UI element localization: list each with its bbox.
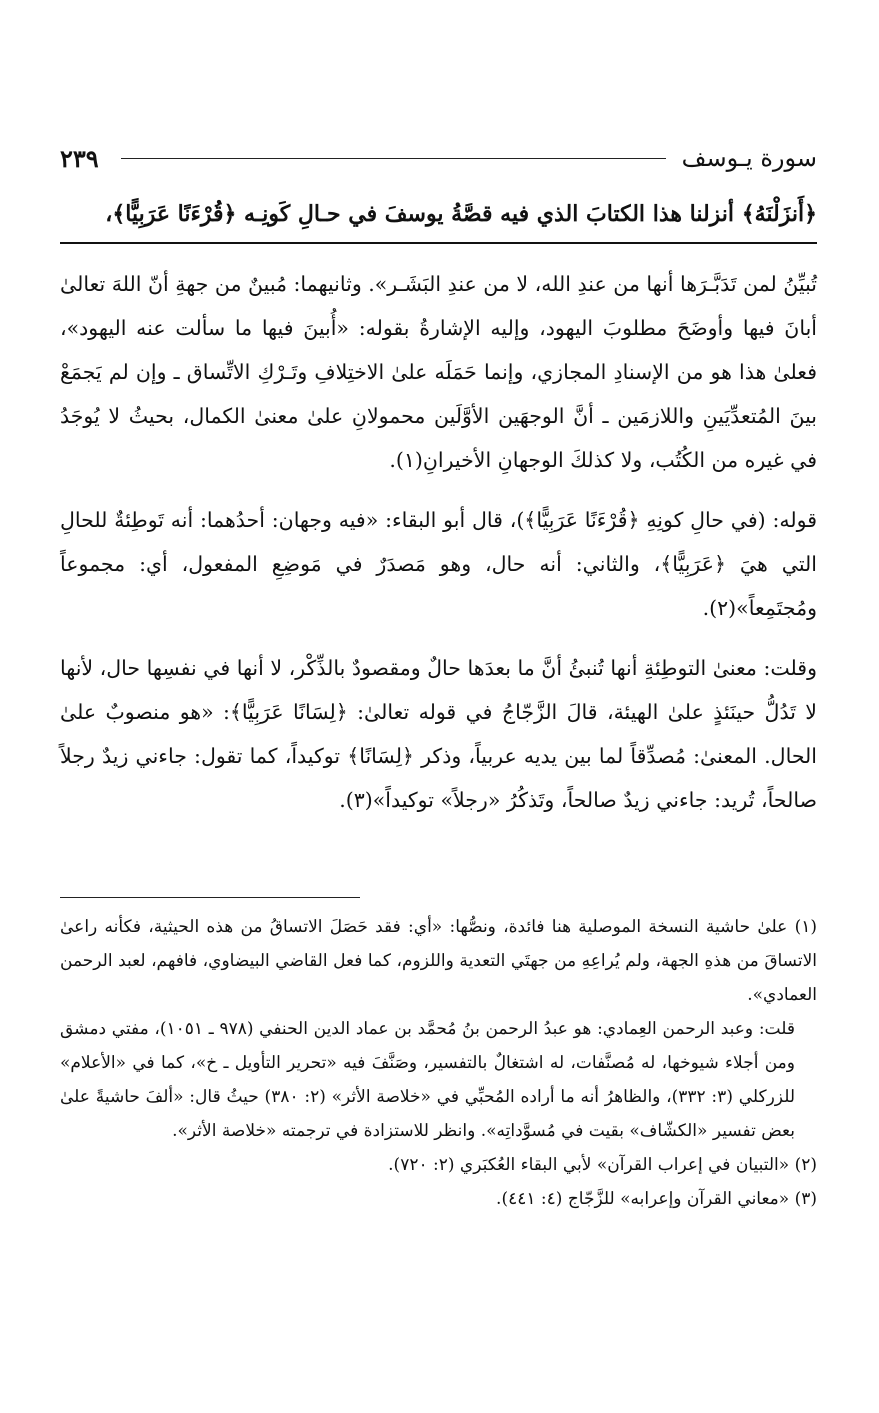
paragraph: قوله: (في حالِ كونِهِ ﴿قُرْءَنًا عَرَبِيًّا﴾)، قال أبو البقاء: «فيه وجهان: أحدُهما: أنه تَوطِئةٌ للحالِ التي هيَ ﴿عَرَبِيًّا﴾، والثاني: أنه حال، وهو مَصدَرٌ في مَوضِعِ المفعول، أي: مجموعاً ومُجتَمِعاً»(٢).: [60, 508, 817, 620]
main-text: [60, 262, 817, 838]
verse-heading: ﴿أَنزَلْنَهُ﴾ أنزلنا هذا الكتابَ الذي فيه قصَّةُ يوسفَ في حـالِ كَونِـه ﴿قُرْءَنًا عَرَبِيًّا﴾،: [105, 201, 817, 227]
footnote-rule: [60, 897, 360, 898]
surah-title: سورة يـوسف: [681, 144, 817, 172]
paragraph: وقلت: معنىٰ التوطِئةِ أنها تُنبئُ أنَّ ما بعدَها حالٌ ومقصودٌ بالذِّكْر، لا أنها في نفسِها حال، لأنها لا تَدُلُّ حينَئذٍ علىٰ الهيئة، قالَ الزَّجّاجُ في قوله تعالىٰ: ﴿لِسَانًا عَرَبِيًّا﴾: «هو منصوبٌ علىٰ الحال. المعنىٰ: مُصدِّقاً لما بين يديه عربياً، وذكر ﴿لِسَانًا﴾ توكيداً، كما تقول: جاءني زيدٌ رجلاً صالحاً، تُريد: جاءني زيدٌ صالحاً، وتَذكُرُ «رجلاً» توكيداً»(٣).: [60, 656, 817, 812]
header-rule: [121, 158, 666, 159]
running-header: [60, 138, 817, 178]
book-page: [60, 0, 817, 1413]
footnotes: [60, 910, 817, 1216]
page-number: ٢٣٩: [60, 143, 99, 173]
paragraph: تُبيِّنُ لمن تَدَبَّـرَها أنها من عندِ الله، لا من عندِ البَشَـر». وثانيهما: مُبينٌ من جهةِ أنّ اللهَ تعالىٰ أبانَ فيها وأوضَحَ مطلوبَ اليهود، وإليه الإشارةُ بقوله: «أُبينَ فيها ما سألت عنه اليهود»، فعلىٰ هذا هو من الإسنادِ المجازي، وإنما حَمَلَه علىٰ الاختِلافِ وتَـرْكِ الاتِّساق ـ وإن لم يَجمَعْ بينَ المُتعدِّيَينِ واللازمَين ـ أنَّ الوجهَين الأوَّلَين محمولانِ علىٰ معنىٰ الكمال، بحيثُ لا يُوجَدُ في غيره من الكُتُب، ولا كذلكَ الوجهانِ الأخيرانِ(١).: [60, 272, 817, 472]
footnote: (٢) «التبيان في إعراب القرآن» لأبي البقاء العُكبَري (٢: ٧٢٠).: [388, 1155, 817, 1175]
footnote-continuation: قلت: وعبد الرحمن العِمادي: هو عبدُ الرحمن بنُ مُحمَّد بن عماد الدين الحنفي (٩٧٨ ـ ١٠٥١)، مفتي دمشق ومن أجلاء شيوخها، له مُصنَّفات، له اشتغالٌ بالتفسير، وصَنَّفَ فيه «تحرير التأويل ـ خ»، كما في «الأعلام» للزركلي (٣: ٣٣٢)، والظاهرُ أنه ما أراده المُحبِّي في «خلاصة الأثر» (٢: ٣٨٠) حيثُ قال: «ألفَ حاشيةً علىٰ بعض تفسير «الكشّاف» بقيت في مُسوَّداتِه». وانظر للاستزادة في ترجمته «خلاصة الأثر».: [60, 1019, 795, 1141]
heading-rule: [60, 242, 817, 244]
footnote: (١) علىٰ حاشية النسخة الموصلية هنا فائدة، ونصُّها: «أي: فقد حَصَلَ الاتساقُ من هذه الحيثية، فكأنه راعىٰ الاتساقَ من هذهِ الجهة، ولم يُراعِهِ من جهتَي التعدية واللزوم، كما فعل القاضي البيضاوي، فافهم، لعبد الرحمن العمادي».: [60, 917, 817, 1005]
footnote: (٣) «معاني القرآن وإعرابه» للزَّجّاج (٤: ٤٤١).: [496, 1189, 817, 1209]
